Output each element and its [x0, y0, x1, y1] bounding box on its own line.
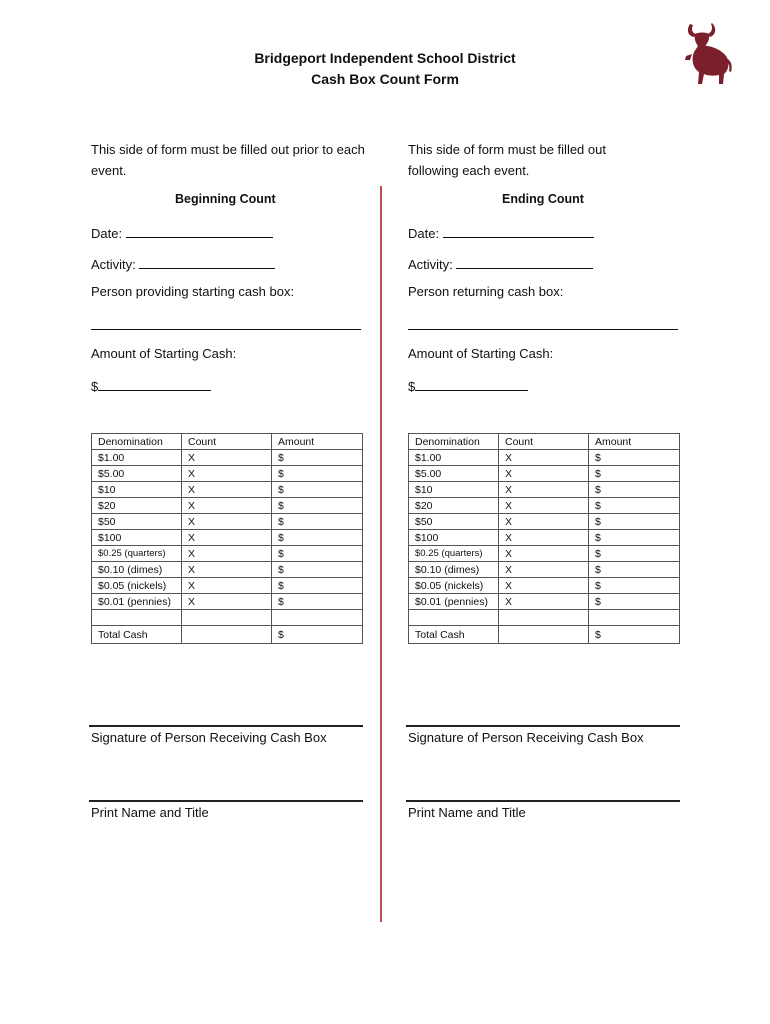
- beginning-count-section: [91, 0, 371, 1024]
- header-amount: Amount: [589, 434, 680, 450]
- count-cell[interactable]: X: [499, 562, 589, 578]
- amount-cell[interactable]: $: [589, 498, 680, 514]
- count-cell[interactable]: X: [182, 530, 272, 546]
- table-row: [92, 498, 363, 514]
- denomination-cell: $0.01 (pennies): [92, 594, 182, 610]
- amount-cell[interactable]: $: [272, 466, 363, 482]
- denomination-cell: $0.05 (nickels): [409, 578, 499, 594]
- table-row: [409, 578, 680, 594]
- amount-cell[interactable]: $: [589, 562, 680, 578]
- count-cell[interactable]: X: [182, 546, 272, 562]
- count-cell[interactable]: X: [182, 498, 272, 514]
- amount-cell[interactable]: $: [589, 530, 680, 546]
- count-cell[interactable]: X: [499, 578, 589, 594]
- left-activity-line[interactable]: [139, 254, 275, 269]
- table-row: [409, 562, 680, 578]
- count-cell[interactable]: X: [182, 450, 272, 466]
- right-date-label: Date:: [408, 226, 440, 241]
- right-print-name-label: Print Name and Title: [408, 805, 526, 820]
- count-cell[interactable]: X: [499, 498, 589, 514]
- right-signature-label: Signature of Person Receiving Cash Box: [408, 730, 644, 745]
- denomination-cell: $10: [409, 482, 499, 498]
- left-print-name-label: Print Name and Title: [91, 805, 209, 820]
- denomination-cell: $10: [92, 482, 182, 498]
- table-row: [409, 482, 680, 498]
- table-row: [409, 498, 680, 514]
- right-person-label: Person returning cash box:: [408, 284, 564, 299]
- form-subtitle: Cash Box Count Form: [311, 71, 459, 87]
- amount-cell[interactable]: $: [589, 594, 680, 610]
- right-amount-line[interactable]: [415, 376, 528, 391]
- left-activity-label: Activity:: [91, 257, 136, 272]
- left-person-label: Person providing starting cash box:: [91, 284, 295, 299]
- header-amount: Amount: [272, 434, 363, 450]
- table-row: [92, 594, 363, 610]
- count-cell[interactable]: X: [182, 514, 272, 530]
- header-count: Count: [182, 434, 272, 450]
- left-amount-label: Amount of Starting Cash:: [91, 346, 237, 361]
- ending-count-section: [408, 0, 688, 1024]
- amount-cell[interactable]: $: [589, 546, 680, 562]
- count-cell[interactable]: X: [499, 594, 589, 610]
- header-denomination: Denomination: [409, 434, 499, 450]
- table-row: [92, 562, 363, 578]
- left-instructions: This side of form must be filled out prior to each event.: [91, 142, 365, 178]
- left-amount-field[interactable]: [91, 376, 211, 394]
- right-amount-field[interactable]: [408, 376, 528, 394]
- left-signature-line[interactable]: [89, 725, 363, 727]
- left-person-line[interactable]: [91, 329, 361, 330]
- right-signature-line[interactable]: [406, 725, 680, 727]
- header-count: Count: [499, 434, 589, 450]
- denomination-cell: $0.05 (nickels): [92, 578, 182, 594]
- total-amount-cell[interactable]: $: [272, 626, 363, 644]
- count-cell[interactable]: X: [182, 482, 272, 498]
- spacer-row: [409, 610, 680, 626]
- left-date-line[interactable]: [126, 223, 273, 238]
- denomination-cell: $50: [92, 514, 182, 530]
- left-date-label: Date:: [91, 226, 123, 241]
- amount-cell[interactable]: $: [272, 450, 363, 466]
- amount-cell[interactable]: $: [589, 450, 680, 466]
- table-row: [92, 546, 363, 562]
- left-print-name-line[interactable]: [89, 800, 363, 802]
- table-row: [92, 578, 363, 594]
- denomination-cell: $5.00: [409, 466, 499, 482]
- ending-count-heading: Ending Count: [502, 192, 584, 206]
- table-row: [92, 482, 363, 498]
- total-label: Total Cash: [92, 626, 182, 644]
- right-date-line[interactable]: [443, 223, 594, 238]
- amount-cell[interactable]: $: [272, 514, 363, 530]
- right-activity-line[interactable]: [456, 254, 593, 269]
- denomination-cell: $0.25 (quarters): [409, 546, 499, 562]
- denomination-cell: $0.01 (pennies): [409, 594, 499, 610]
- amount-cell[interactable]: $: [272, 546, 363, 562]
- count-cell[interactable]: X: [499, 546, 589, 562]
- table-row: [92, 514, 363, 530]
- table-row: [409, 466, 680, 482]
- right-person-line[interactable]: [408, 329, 678, 330]
- amount-cell[interactable]: $: [589, 482, 680, 498]
- table-row: [92, 466, 363, 482]
- denomination-cell: $0.10 (dimes): [92, 562, 182, 578]
- count-cell[interactable]: X: [499, 450, 589, 466]
- left-dollar-sign: $: [91, 379, 99, 394]
- center-divider: [380, 186, 382, 922]
- table-row: [409, 546, 680, 562]
- right-print-name-line[interactable]: [406, 800, 680, 802]
- count-cell[interactable]: X: [499, 530, 589, 546]
- right-activity-label: Activity:: [408, 257, 453, 272]
- count-cell[interactable]: X: [182, 562, 272, 578]
- total-count-cell: [499, 626, 589, 644]
- count-cell[interactable]: X: [499, 482, 589, 498]
- count-cell[interactable]: X: [182, 578, 272, 594]
- total-label: Total Cash: [409, 626, 499, 644]
- table-row: [92, 530, 363, 546]
- denomination-cell: $20: [92, 498, 182, 514]
- table-row: [409, 514, 680, 530]
- denomination-cell: $50: [409, 514, 499, 530]
- denomination-cell: $1.00: [409, 450, 499, 466]
- spacer-row: [92, 610, 363, 626]
- left-signature-label: Signature of Person Receiving Cash Box: [91, 730, 327, 745]
- table-row: [409, 594, 680, 610]
- total-row: [409, 626, 680, 644]
- total-row: [92, 626, 363, 644]
- denomination-cell: $1.00: [92, 450, 182, 466]
- total-count-cell: [182, 626, 272, 644]
- beginning-count-heading: Beginning Count: [175, 192, 276, 206]
- count-cell[interactable]: X: [182, 594, 272, 610]
- count-cell[interactable]: X: [182, 466, 272, 482]
- amount-cell[interactable]: $: [589, 578, 680, 594]
- denomination-cell: $20: [409, 498, 499, 514]
- count-cell[interactable]: X: [499, 514, 589, 530]
- amount-cell[interactable]: $: [589, 466, 680, 482]
- left-date-field[interactable]: [91, 223, 273, 241]
- count-cell[interactable]: X: [499, 466, 589, 482]
- left-denomination-table: [91, 433, 363, 644]
- amount-cell[interactable]: $: [272, 594, 363, 610]
- right-instructions: This side of form must be filled out following each event.: [408, 142, 606, 178]
- table-row: [409, 450, 680, 466]
- amount-cell[interactable]: $: [272, 578, 363, 594]
- table-row: [409, 530, 680, 546]
- right-date-field[interactable]: [408, 223, 594, 241]
- amount-cell[interactable]: $: [272, 562, 363, 578]
- amount-cell[interactable]: $: [272, 482, 363, 498]
- right-denomination-table: [408, 433, 680, 644]
- right-amount-label: Amount of Starting Cash:: [408, 346, 554, 361]
- right-activity-field[interactable]: [408, 254, 593, 272]
- form-title: Bridgeport Independent School District: [254, 50, 516, 66]
- table-row: [92, 450, 363, 466]
- right-dollar-sign: $: [408, 379, 416, 394]
- amount-cell[interactable]: $: [272, 498, 363, 514]
- denomination-cell: $100: [409, 530, 499, 546]
- amount-cell[interactable]: $: [272, 530, 363, 546]
- denomination-cell: $5.00: [92, 466, 182, 482]
- total-amount-cell[interactable]: $: [589, 626, 680, 644]
- left-amount-line[interactable]: [98, 376, 211, 391]
- header-denomination: Denomination: [92, 434, 182, 450]
- denomination-cell: $100: [92, 530, 182, 546]
- denomination-cell: $0.10 (dimes): [409, 562, 499, 578]
- left-activity-field[interactable]: [91, 254, 275, 272]
- amount-cell[interactable]: $: [589, 514, 680, 530]
- denomination-cell: $0.25 (quarters): [92, 546, 182, 562]
